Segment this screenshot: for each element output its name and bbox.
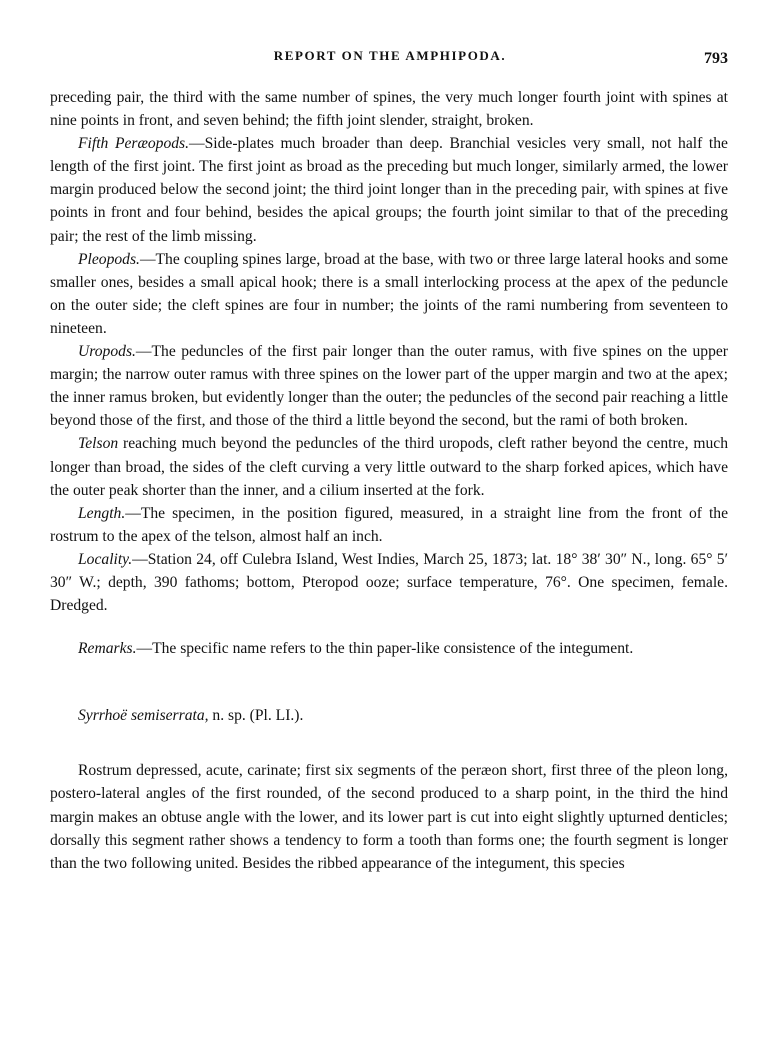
paragraph-pleopods bbox=[50, 248, 728, 340]
body-remarks: —The specific name refers to the thin paper-like consistence of the integument. bbox=[136, 640, 634, 658]
paragraph-uropods bbox=[50, 340, 728, 432]
heading-fifth-peraeopods: Fifth Peræopods. bbox=[78, 135, 190, 153]
heading-locality: Locality. bbox=[78, 550, 133, 568]
body-telson: reaching much beyond the peduncles of the third uropods, cleft rather beyond the centre, much longer than broad, the sides of the cleft curving a very little outward to the sharp forked apices, which have the outer peak shorter than the inner, and a cilium inserted at the fork. bbox=[50, 435, 728, 499]
paragraph-remarks bbox=[50, 637, 728, 660]
body-pleopods: —The coupling spines large, broad at the base, with two or three large lateral hooks and some smaller ones, besides a small apical hook; there is a small interlocking process at the apex of the peduncle on the outer side; the cleft spines are four in number; the joints of the rami numbering from seventeen to nineteen. bbox=[50, 250, 728, 337]
species-heading bbox=[50, 704, 728, 727]
species-name: Syrrhoë semiserrata, bbox=[78, 707, 209, 725]
page-number: 793 bbox=[704, 50, 728, 67]
paragraph-locality bbox=[50, 548, 728, 617]
paragraph-telson bbox=[50, 432, 728, 501]
running-title: REPORT ON THE AMPHIPODA. bbox=[273, 48, 507, 63]
body-text bbox=[50, 86, 728, 875]
paragraph-fifth-peraeopods bbox=[50, 132, 728, 247]
body-length: —The specimen, in the position figured, measured, in a straight line from the front of the rostrum to the apex of the telson, almost half an inch. bbox=[50, 504, 728, 545]
heading-uropods: Uropods. bbox=[78, 343, 136, 361]
body-uropods: —The peduncles of the first pair longer than the outer ramus, with five spines on the upper margin; the narrow outer ramus with three spines on the lower part of the upper margin and two at the apex; the inner ramus broken, but evidently longer than the outer; the peduncles of the second pair reaching a little beyond those of the first, and those of the third a little beyond the second, but the rami of both broken. bbox=[50, 343, 728, 430]
paragraph-continuation: preceding pair, the third with the same number of spines, the very much longer fourth joint with spines at nine points in front, and seven behind; the fifth joint slender, straight, broken. bbox=[50, 89, 728, 130]
species-plate-ref: n. sp. (Pl. LI.). bbox=[208, 707, 304, 725]
body-locality: —Station 24, off Culebra Island, West Indies, March 25, 1873; lat. 18° 38′ 30″ N., long. 65° 5′ 30″ W.; depth, 390 fathoms; bottom, Pteropod ooze; surface temperature, 76°. One specimen, female. Dredged. bbox=[50, 550, 728, 615]
paragraph-length bbox=[50, 502, 728, 548]
heading-remarks: Remarks. bbox=[78, 640, 137, 658]
heading-length: Length. bbox=[78, 504, 126, 522]
heading-telson: Telson bbox=[78, 435, 119, 453]
running-head bbox=[52, 48, 728, 70]
paragraph-species-description: Rostrum depressed, acute, carinate; first six segments of the peræon short, first three of the pleon long, postero-lateral angles of the first rounded, of the second produced to a sharp point, in the third the hind margin makes an obtuse angle with the lower, and its lower part is cut into eight slightly upturned denticles; dorsally this segment rather shows a tendency to form a tooth than forms one; the fourth segment is longer than the two following united. Besides the ribbed appearance of the integument, this species bbox=[50, 762, 728, 872]
heading-pleopods: Pleopods. bbox=[78, 250, 140, 268]
body-fifth-peraeopods: —Side-plates much broader than deep. Branchial vesicles very small, not half the length of the first joint. The first joint as broad as the preceding but much longer, similarly armed, the lower margin produced below the second joint; the third joint longer than in the preceding pair, with spines at five points in front and four behind, besides the apical groups; the fourth joint similar to that of the preceding pair; the rest of the limb missing. bbox=[50, 135, 728, 245]
